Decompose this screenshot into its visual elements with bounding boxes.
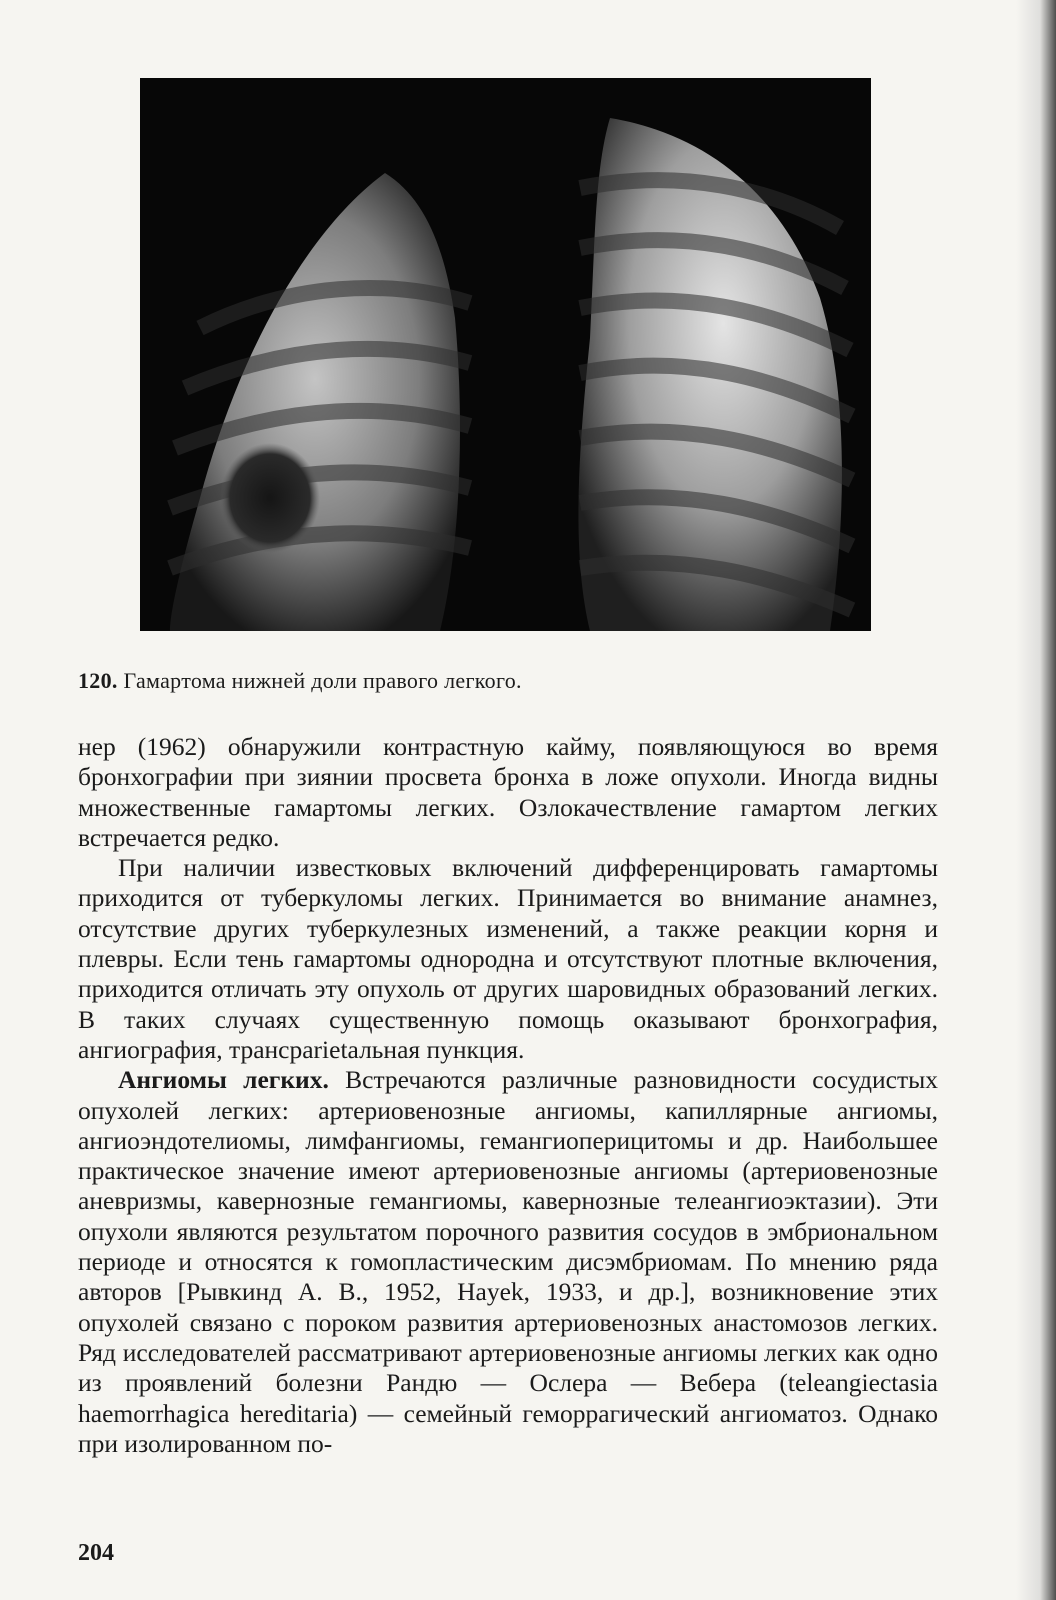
body-text: [78, 732, 938, 1459]
figure-caption: [78, 668, 522, 694]
page-number: 204: [78, 1540, 114, 1566]
paragraph-2: При наличии известковых включений дифференцировать гамартомы приходится от туберкуломы легких. Принимается во внимание анамнез, отсутствие других туберкулезных изменений, а также реакции корня и плевры. Если тень гамартомы однородна и отсутствуют плотные включения, приходится отличать эту опухоль от других шаровидных образований легких. В таких случаях существенную помощь оказывают бронхография, ангиография, трансparietальная пункция.: [78, 853, 938, 1064]
chest-xray-image: [140, 78, 871, 631]
figure-number: 120.: [78, 668, 118, 693]
paragraph-3: [78, 1065, 938, 1459]
figure-caption-text: Гамартома нижней доли правого легкого.: [123, 668, 522, 693]
paragraph-1: нер (1962) обнаружили контрастную кайму, появляющуюся во время бронхографии при зиянии просвета бронха в ложе опухоли. Иногда видны множественные гамартомы легких. Озлокачествление гамартом легких встречается редко.: [78, 732, 938, 852]
page-edge-shadow: [1016, 0, 1056, 1600]
paragraph-3-text: Встречаются различные разновидности сосудистых опухолей легких: артериовенозные ангиомы, капиллярные ангиомы, ангиоэндотелиомы, лимфангиомы, гемангиоперицитомы и др. Наибольшее практическое значение имеют артериовенозные ангиомы (артериовенозные аневризмы, кавернозные гемангиомы, кавернозные телеангиоэктазии). Эти опухоли являются результатом порочного развития сосудов в эмбриональном периоде и относятся к гомопластическим дисэмбриомам. По мнению ряда авторов [Рывкинд А. В., 1952, Hayek, 1933, и др.], возникновение этих опухолей связано с пороком развития артериовенозных анастомозов легких. Ряд исследователей рассматривают артериовенозные ангиомы легких как одно из проявлений болезни Рандю — Ослера — Вебера (teleangiectasia haemorrhagica hereditaria) — семейный геморрагический ангиоматоз. Однако при изолированном по-: [78, 1065, 939, 1458]
section-heading-angiomas: Ангиомы легких.: [118, 1065, 329, 1095]
